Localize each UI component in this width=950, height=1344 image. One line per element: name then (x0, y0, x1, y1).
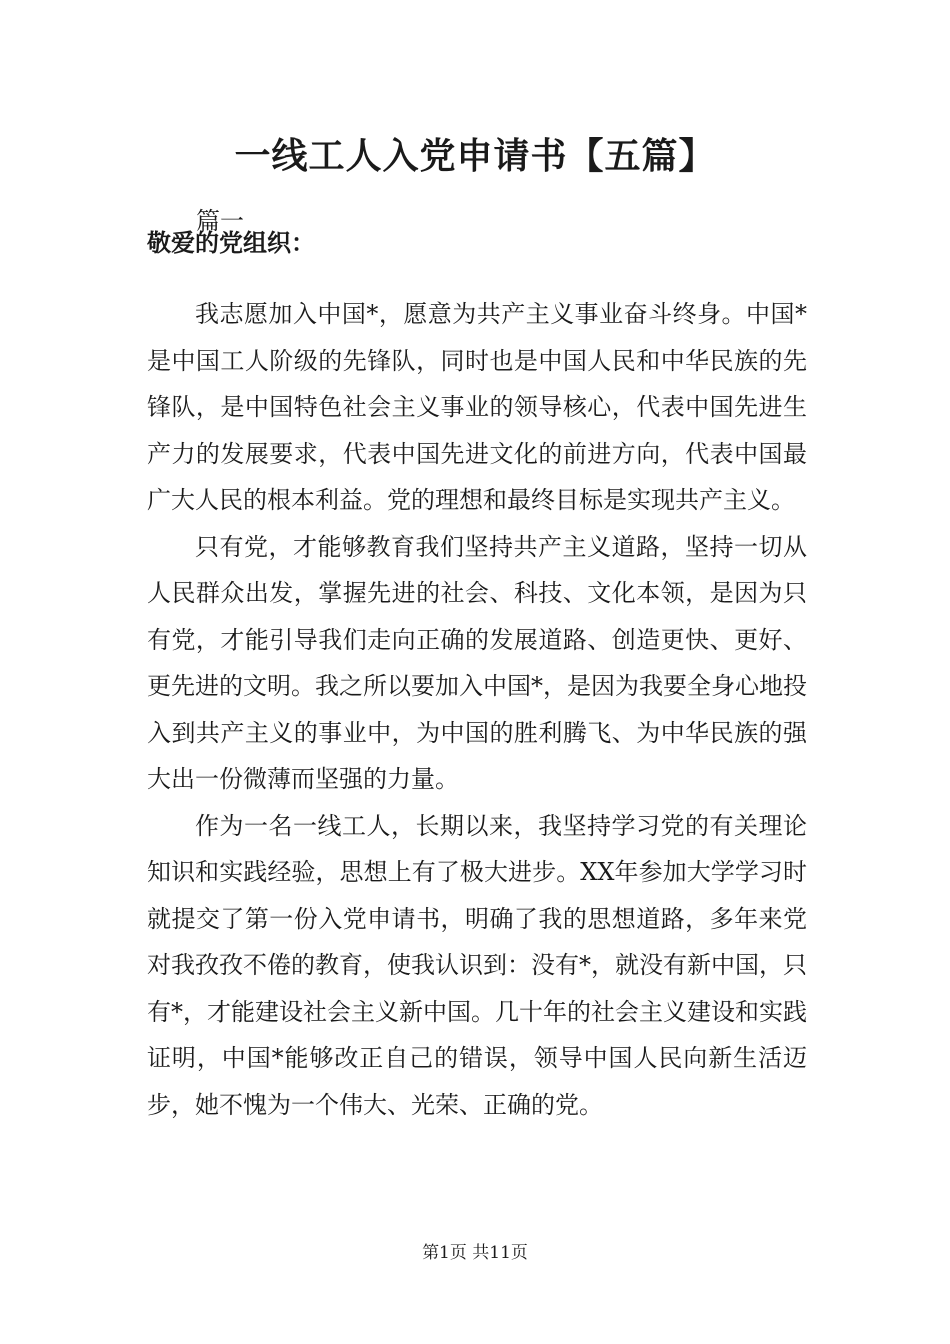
page-footer: 第1页 共11页 (422, 1243, 528, 1263)
body-text (147, 291, 807, 1128)
section-label: 篇一 (196, 207, 244, 235)
salutation: 敬爱的党组织： (147, 228, 315, 257)
paragraph-1: 我志愿加入中国*，愿意为共产主义事业奋斗终身。中国*是中国工人阶级的先锋队，同时也是中国人民和中华民族的先锋队，是中国特色社会主义事业的领导核心，代表中国先进生产力的发展要求，代表中国先进文化的前进方向，代表中国最广大人民的根本利益。党的理想和最终目标是实现共产主义。 (147, 300, 807, 514)
document-title: 一线工人入党申请书【五篇】 (234, 135, 716, 177)
paragraph-2: 只有党，才能够教育我们坚持共产主义道路，坚持一切从人民群众出发，掌握先进的社会、科技、文化本领，是因为只有党，才能引导我们走向正确的发展道路、创造更快、更好、更先进的文明。我之所以要加入中国*，是因为我要全身心地投入到共产主义的事业中，为中国的胜利腾飞、为中华民族的强大出一份微薄而坚强的力量。 (147, 532, 807, 793)
paragraph-3: 作为一名一线工人，长期以来，我坚持学习党的有关理论知识和实践经验，思想上有了极大进步。XX年参加大学学习时就提交了第一份入党申请书，明确了我的思想道路，多年来党对我孜孜不倦的教育，使我认识到：没有*，就没有新中国，只有*，才能建设社会主义新中国。几十年的社会主义建设和实践证明，中国*能够改正自己的错误，领导中国人民向新生活迈步，她不愧为一个伟大、光荣、正确的党。 (147, 811, 807, 1119)
